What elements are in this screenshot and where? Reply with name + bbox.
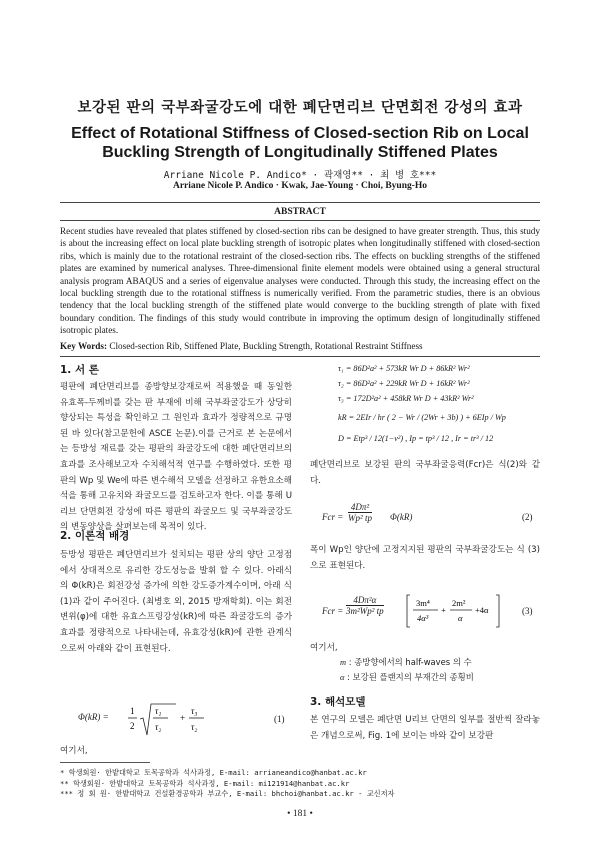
equation-1 <box>60 702 292 738</box>
section-2-text: 등방성 평판은 폐단면리브가 설치되는 평판 상의 양단 고정점에서 상대적으로 유리한 강도성능을 발휘 할 수 있다. 아래식의 Φ(kR)은 회전강성 증가에 의한 강도증가계수이며, 아래 식 (1)과 같이 주어진다. (최병호 외, 2015 방재학회). 이는 회전변위(φ)에 대한 유효스프링강성(kR)에 따른 좌굴강도의 증가 효과를 정량적으로 나타내는데, 유효강성(kR)에 관한 관계식으로써 아래와 같이 표현된다. <box>60 550 292 654</box>
equation-3-lhs: Fcr = <box>322 606 344 616</box>
equation-1-lhs: Φ(kR) = <box>78 712 109 722</box>
kr-equation: kR = 2EIr / hr ( 2 − Wr / (2Wr + 3b) ) + 6EIp / Wp <box>338 413 506 422</box>
svg-text:α: α <box>458 613 463 623</box>
svg-text:+: + <box>180 713 186 723</box>
footnote-rule <box>60 762 150 763</box>
where-label: 여기서, <box>310 643 338 653</box>
tau2-equation: τ₂ = 86D²a² + 229kR Wr D + 16kR² Wr² <box>338 379 470 388</box>
section-1-title: 1. 서 론 <box>60 364 99 376</box>
svg-text:τ₃: τ₃ <box>191 706 198 716</box>
equation-3-numerator: 4Dπ²α <box>346 595 384 606</box>
definition-alpha-text: : 보강된 플랜지의 부재간의 종횡비 <box>347 672 474 682</box>
section-3-title: 3. 해석모델 <box>310 696 366 708</box>
equation-3-bracket-term <box>406 593 502 629</box>
svg-text:1: 1 <box>130 706 135 716</box>
keywords-bottom-rule <box>60 356 540 357</box>
equation-2-rhs: Φ(kR) <box>390 512 413 522</box>
definition-alpha-symbol: α <box>340 673 345 682</box>
abstract-text: Recent studies have revealed that plates stiffened by closed-section ribs can be designed to have greater strength. Thus, this study is about the increasing effect on local plate buckling strength of isotropic plates when longitudinally stiffened with closed-section ribs, which is mainly due to the rotational restraint of the closed-section ribs. The effects on buckling strengths of the stiffened plates are examined by numerical analyses. Three-dimensional finite element models were obtained using a general structural analysis program ABAQUS and a series of eigenvalue analyses were conducted. Through this study, the increasing effect on the local buckling strength due to the rotational stiffness is numerically verified. From the parametric studies, there is an obvious tendency that the local buckling strength of the stiffened plate would converge to the buckling strength of plate with fixed boundary condition. The findings of this study would contribute in improving the optimum design of longitudinally stiffened isotropic plates. <box>60 226 540 336</box>
keywords-text: Closed-section Rib, Stiffened Plate, Buckling Strength, Rotational Restraint Stiffness <box>109 341 423 351</box>
svg-text:2: 2 <box>130 721 135 731</box>
abstract-top-rule <box>60 202 540 203</box>
footnotes <box>60 768 540 800</box>
tau3-equation: τ₃ = 172D²a² + 458kR Wr D + 43kR² Wr² <box>338 394 474 403</box>
definition-m-text: : 종방향에서의 half-waves 의 수 <box>348 657 472 667</box>
equation-2-fraction <box>348 502 372 523</box>
equation-3-fraction <box>346 595 384 616</box>
svg-text:τ₂: τ₂ <box>155 722 162 732</box>
footnote-3: *** 정 회 원· 한밭대학교 건설환경공학과 부교수, E-mail: bhchoi@hanbat.ac.kr - 교신저자 <box>60 789 395 798</box>
abstract-heading: ABSTRACT <box>274 207 326 217</box>
svg-text:τ₂: τ₂ <box>191 722 198 732</box>
equation-2-number: (2) <box>522 512 533 522</box>
definition-m-symbol: m <box>340 658 347 667</box>
footnote-1: * 학생회원· 한밭대학교 토목공학과 석사과정, E-mail: arrianeandico@hanbat.ac.kr <box>60 768 367 777</box>
title-korean: 보강된 판의 국부좌굴강도에 대한 폐단면리브 단면회전 강성의 효과 <box>77 100 523 116</box>
svg-text:3m⁴: 3m⁴ <box>416 598 430 608</box>
tau1-equation: τ₁ = 86D²a² + 573kR Wr D + 86kR² Wr² <box>338 364 470 373</box>
equation-3-number: (3) <box>522 606 533 616</box>
section-1-text: 평판에 폐단면리브를 종방향보강재로써 적용했을 때 동일한 유효폭-두께비를 갖는 판 부재에 비해 국부좌굴강도가 상당히 향상되는 특성을 확인하고 그 원인과 효과가 정량적으로 규명된 바 있다(참고문헌에 ASCE 논문).이를 근거로 본 논문에서는 등방성 재료를 갖는 평판의 좌굴강도에 대한 폐단면리브의 효과를 조사해보고자 수치해석적 연구를 수행하였다. 또한 평판의 Wp 및 We에 따른 변수해석 모델을 선정하고 유한요소해석을 통해 고유치와 좌굴모드를 검토하고자 한다. 이를 통해 U리브 단면회전 강성에 따른 평판의 좌굴모드 및 국부좌굴강도의 변동양상을 살펴보는데 목적이 있다. <box>60 382 292 533</box>
abstract-heading-rule <box>60 220 540 221</box>
right-paragraph-1: 폐단면리브로 보강된 판의 국부좌굴응력(Fcr)은 식(2)와 같다. <box>310 460 540 486</box>
title-english: Effect of Rotational Stiffness of Closed-section Rib on Local Buckling Strength of Longitudinally Stiffened Plates <box>71 125 529 161</box>
equation-1-formula <box>128 702 228 738</box>
equation-2-lhs: Fcr = <box>322 512 344 522</box>
equation-2-denominator: Wp² tp <box>348 513 372 523</box>
equation-2-numerator: 4Dπ² <box>348 502 372 513</box>
svg-text:+4α: +4α <box>475 605 489 615</box>
definitions-list <box>340 655 540 685</box>
equation-1-where: 여기서, <box>60 746 88 756</box>
footnote-2: ** 학생회원· 한밭대학교 토목공학과 석사과정, E-mail: mi121914@hanbat.ac.kr <box>60 778 350 788</box>
svg-text:4α³: 4α³ <box>417 613 429 623</box>
page-number: • 181 • <box>287 809 313 819</box>
d-equation: D = Etp³ / 12(1−ν²) , Ip = tp³ / 12 , Ir = tr³ / 12 <box>338 434 494 443</box>
equation-1-number: (1) <box>274 714 285 724</box>
section-3-text: 본 연구의 모델은 폐단면 U리브 단면의 일부를 절반씩 잘라놓은 개념으로써, Fig. 1에 보이는 바와 같이 보강판 <box>310 715 540 741</box>
definition-alpha <box>340 670 540 685</box>
section-2-title: 2. 이론적 배경 <box>60 530 130 542</box>
equation-2 <box>310 502 540 536</box>
authors-english: Arriane Nicole P. Andico · Kwak, Jae-Young · Choi, Byung-Ho <box>172 181 428 191</box>
keywords-label: Key Words: <box>60 341 108 351</box>
equation-3 <box>310 593 540 633</box>
equation-block <box>338 361 538 446</box>
definition-m <box>340 655 540 670</box>
svg-text:+: + <box>441 605 446 615</box>
equation-3-denominator: 3m²Wp² tp <box>346 606 384 616</box>
keywords <box>60 341 540 351</box>
svg-text:2m²: 2m² <box>452 598 466 608</box>
right-paragraph-2: 폭이 Wp인 양단에 고정지지된 평판의 국부좌굴강도는 식 (3)으로 표현된다. <box>310 545 540 571</box>
svg-text:τ₁: τ₁ <box>155 706 162 716</box>
authors-korean: Arriane Nicole P. Andico* · 곽재영** · 최 병 호*** <box>163 170 437 181</box>
